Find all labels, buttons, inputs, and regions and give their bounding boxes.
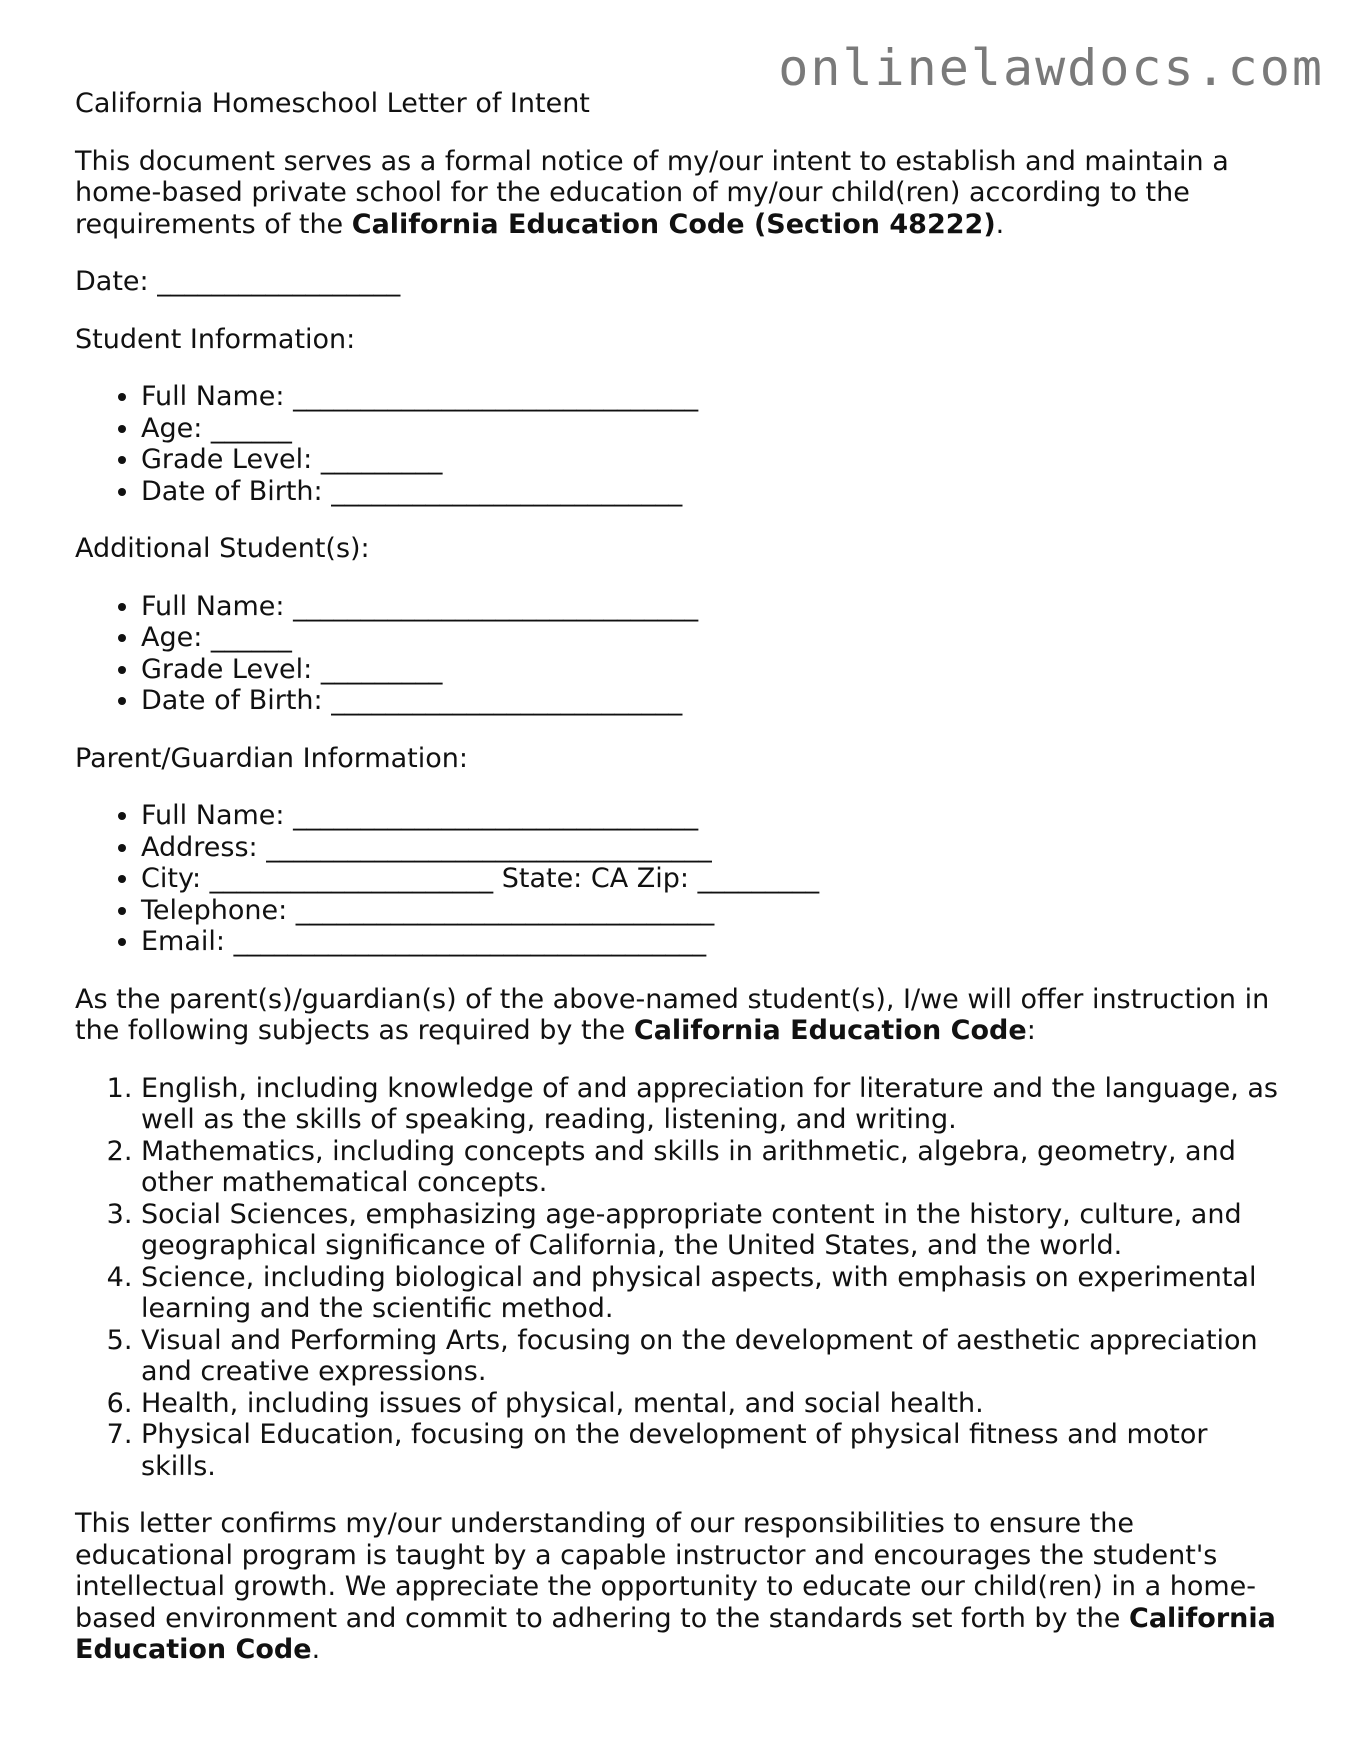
additional-students-heading: Additional Student(s): xyxy=(75,533,370,564)
intro-code-reference: California Education Code (Section 48222) xyxy=(351,208,996,240)
subject-physical-education: 7. Physical Education, focusing on the development of physical fitness and motor skills. xyxy=(141,1419,1290,1482)
student-info-list xyxy=(75,381,1290,507)
closing-text: This letter confirms my/our understanding of our responsibilities to ensure the educational program is taught by a capable instructor and encourages the student's intellectual growth. We appreciate the opportunity to educate our child(ren) in a home-based environment and commit to adhering to the standards set forth by the xyxy=(75,1508,1257,1634)
subjects-code-reference: California Education Code xyxy=(633,1015,1027,1046)
subject-health: 6. Health, including issues of physical, mental, and social health. xyxy=(141,1388,1290,1420)
parent-full-name-field[interactable]: • Full Name: ______________________________ xyxy=(141,800,1290,832)
student-age-field[interactable]: • Age: ______ xyxy=(141,413,1290,445)
student-grade-level-field[interactable]: • Grade Level: _________ xyxy=(141,444,1290,476)
subjects-intro-text: As the parent(s)/guardian(s) of the above-named student(s), I/we will offer instruction in the following subjects as required by the xyxy=(75,983,1270,1046)
additional-students-list xyxy=(75,591,1290,717)
intro-text: This document serves as a formal notice of my/our intent to establish and maintain a home-based private school for the education of my/our child(ren) according to the requirements of the xyxy=(75,145,1229,240)
subjects-list xyxy=(75,1073,1290,1483)
parent-email-field[interactable]: • Email: ___________________________________ xyxy=(141,926,1290,958)
additional-age-field[interactable]: • Age: ______ xyxy=(141,622,1290,654)
additional-full-name-field[interactable]: • Full Name: ______________________________ xyxy=(141,591,1290,623)
watermark-text: onlinelawdocs.com xyxy=(778,39,1324,97)
parent-city-state-zip-field[interactable]: • City: _____________________ State: CA Zip: _________ xyxy=(141,863,1290,895)
subjects-intro-end: : xyxy=(1026,1015,1036,1046)
subject-arts: 5. Visual and Performing Arts, focusing on the development of aesthetic appreciation and creative expressions. xyxy=(141,1325,1290,1388)
parent-address-field[interactable]: • Address: _________________________________ xyxy=(141,832,1290,864)
document-body xyxy=(75,88,1290,1692)
closing-paragraph xyxy=(75,1508,1290,1666)
subject-science: 4. Science, including biological and physical aspects, with emphasis on experimental learning and the scientific method. xyxy=(141,1262,1290,1325)
closing-end: . xyxy=(311,1634,321,1665)
parent-info-heading: Parent/Guardian Information: xyxy=(75,742,469,774)
subject-mathematics: 2. Mathematics, including concepts and skills in arithmetic, algebra, geometry, and other mathematical concepts. xyxy=(141,1136,1290,1199)
document-title: California Homeschool Letter of Intent xyxy=(75,88,590,119)
closing-code-reference: California Education Code xyxy=(75,1602,1276,1665)
intro-paragraph xyxy=(75,146,1290,241)
student-date-of-birth-field[interactable]: • Date of Birth: __________________________ xyxy=(141,476,1290,508)
parent-telephone-field[interactable]: • Telephone: _______________________________ xyxy=(141,895,1290,927)
intro-end: . xyxy=(995,208,1005,240)
student-info-heading: Student Information: xyxy=(75,323,356,355)
subject-social-sciences: 3. Social Sciences, emphasizing age-appropriate content in the history, culture, and geographical significance of California, the United States, and the world. xyxy=(141,1199,1290,1262)
parent-info-list xyxy=(75,800,1290,958)
student-full-name-field[interactable]: • Full Name: ______________________________ xyxy=(141,381,1290,413)
subject-english: 1. English, including knowledge of and appreciation for literature and the language, as well as the skills of speaking, reading, listening, and writing. xyxy=(141,1073,1290,1136)
additional-date-of-birth-field[interactable]: • Date of Birth: __________________________ xyxy=(141,685,1290,717)
subjects-intro-paragraph xyxy=(75,984,1290,1047)
date-field[interactable]: Date: __________________ xyxy=(75,266,401,297)
additional-grade-level-field[interactable]: • Grade Level: _________ xyxy=(141,654,1290,686)
